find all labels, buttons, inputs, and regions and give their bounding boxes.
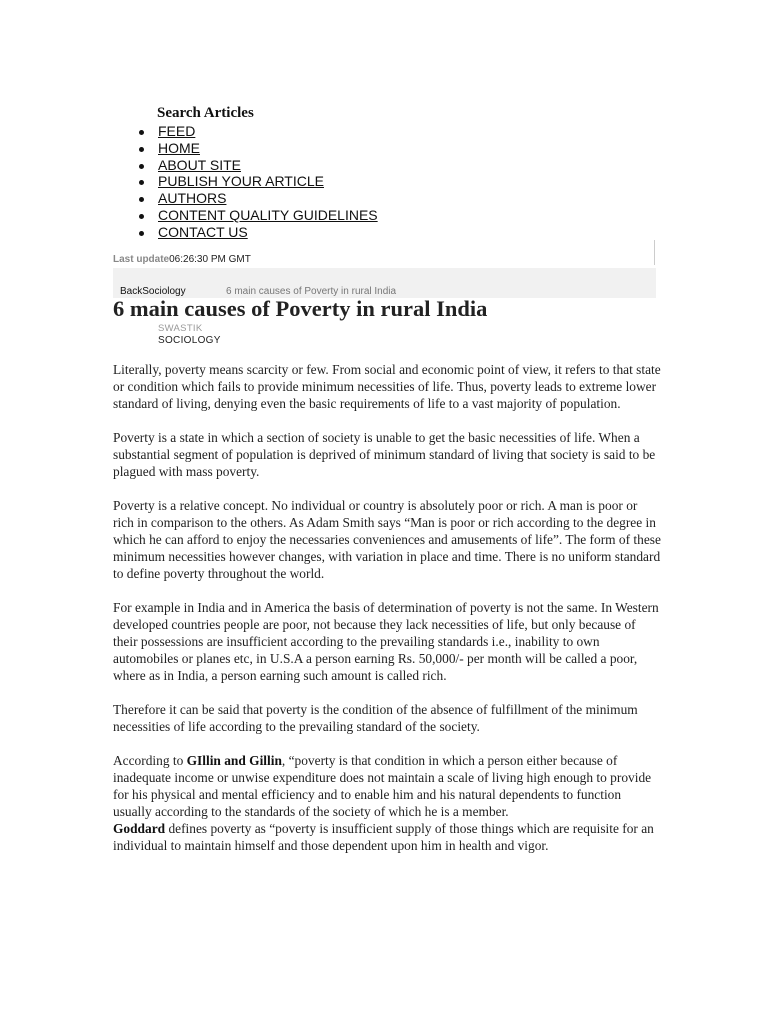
nav-link-home[interactable]: HOME bbox=[158, 139, 200, 156]
article-category[interactable]: SOCIOLOGY bbox=[158, 335, 221, 346]
nav-item-home bbox=[158, 140, 378, 157]
nav-item-content-guidelines bbox=[158, 207, 378, 224]
paragraph: Literally, poverty means scarcity or few. From social and economic point of view, it refers to that state or condition which fails to provide minimum necessities of life. Thus, poverty leads to extreme lower standard of living, denying even the basic requirements of life to a vast majority of population. bbox=[113, 362, 661, 411]
nav-link-feed[interactable]: FEED bbox=[158, 123, 196, 139]
breadcrumb-back[interactable]: Back bbox=[120, 286, 143, 297]
breadcrumb-current: 6 main causes of Poverty in rural India bbox=[226, 286, 397, 297]
paragraph-text: , “poverty is that condition in which a person either because of inadequate income or unwise expenditure does not maintain a scale of living high enough to provide for his physical and mental efficiency and to enable him and his natural dependents to function usually according to the standards of the society of which he is a member. bbox=[113, 753, 652, 819]
last-update-value: 06:26:30 PM GMT bbox=[169, 254, 251, 265]
main-nav bbox=[158, 123, 378, 241]
paragraph: Therefore it can be said that poverty is the condition of the absence of fulfillment of the minimum necessities of life according to the prevailing standard of the society. bbox=[113, 702, 638, 734]
article-body bbox=[113, 361, 661, 854]
nav-link-about-site[interactable]: ABOUT SITE bbox=[158, 156, 241, 173]
paragraph-text: defines poverty as “poverty is insufficient supply of those things which are requisite for an individual to maintain himself and those dependent upon him in health and vigor. bbox=[113, 821, 654, 853]
article-author[interactable]: SWASTIK bbox=[158, 323, 203, 334]
paragraph-lead: According to bbox=[113, 753, 187, 768]
search-articles-heading: Search Articles bbox=[157, 105, 254, 121]
nav-item-authors bbox=[158, 190, 378, 207]
last-update-label: Last update bbox=[113, 254, 170, 265]
paragraph-gillin bbox=[113, 752, 661, 820]
nav-item-publish-article bbox=[158, 173, 378, 190]
paragraph: Poverty is a state in which a section of society is unable to get the basic necessities of life. When a substantial segment of population is deprived of minimum standard of living that society is said to be plagued with mass poverty. bbox=[113, 430, 656, 479]
nav-link-content-guidelines[interactable]: CONTENT QUALITY GUIDELINES bbox=[158, 206, 378, 223]
breadcrumb-category[interactable]: Sociology bbox=[142, 286, 186, 297]
paragraph: Poverty is a relative concept. No individual or country is absolutely poor or rich. A man is poor or rich in comparison to the others. As Adam Smith says “Man is poor or rich according to the degree in which he can afford to enjoy the necessaries conveniences and amusements of life”. The form of these minimum necessities however changes, with variation in place and time. There is no uniform standard to define poverty throughout the world. bbox=[113, 498, 661, 581]
nav-item-contact-us bbox=[158, 224, 378, 241]
nav-item-feed bbox=[158, 123, 378, 140]
nav-divider bbox=[654, 240, 655, 265]
last-update bbox=[113, 254, 251, 265]
author-name-goddard: Goddard bbox=[113, 821, 166, 836]
paragraph-goddard bbox=[113, 820, 661, 854]
nav-link-contact-us[interactable]: CONTACT US bbox=[158, 223, 248, 240]
nav-item-about-site bbox=[158, 157, 378, 174]
paragraph: For example in India and in America the basis of determination of poverty is not the same. In Western developed countries people are poor, not because they lack necessities of life, but only because of their possessions are insufficient according to the prevailing standards i.e., inability to own automobiles or planes etc, in U.S.A a person earning Rs. 50,000/- per month will be called a poor, where as in India, a person earning such amount is called rich. bbox=[113, 600, 659, 683]
nav-link-publish-article[interactable]: PUBLISH YOUR ARTICLE bbox=[158, 173, 324, 190]
nav-link-authors[interactable]: AUTHORS bbox=[158, 190, 227, 207]
article-title: 6 main causes of Poverty in rural India bbox=[113, 296, 488, 321]
author-name-gillin: GIllin and Gillin bbox=[186, 753, 282, 768]
